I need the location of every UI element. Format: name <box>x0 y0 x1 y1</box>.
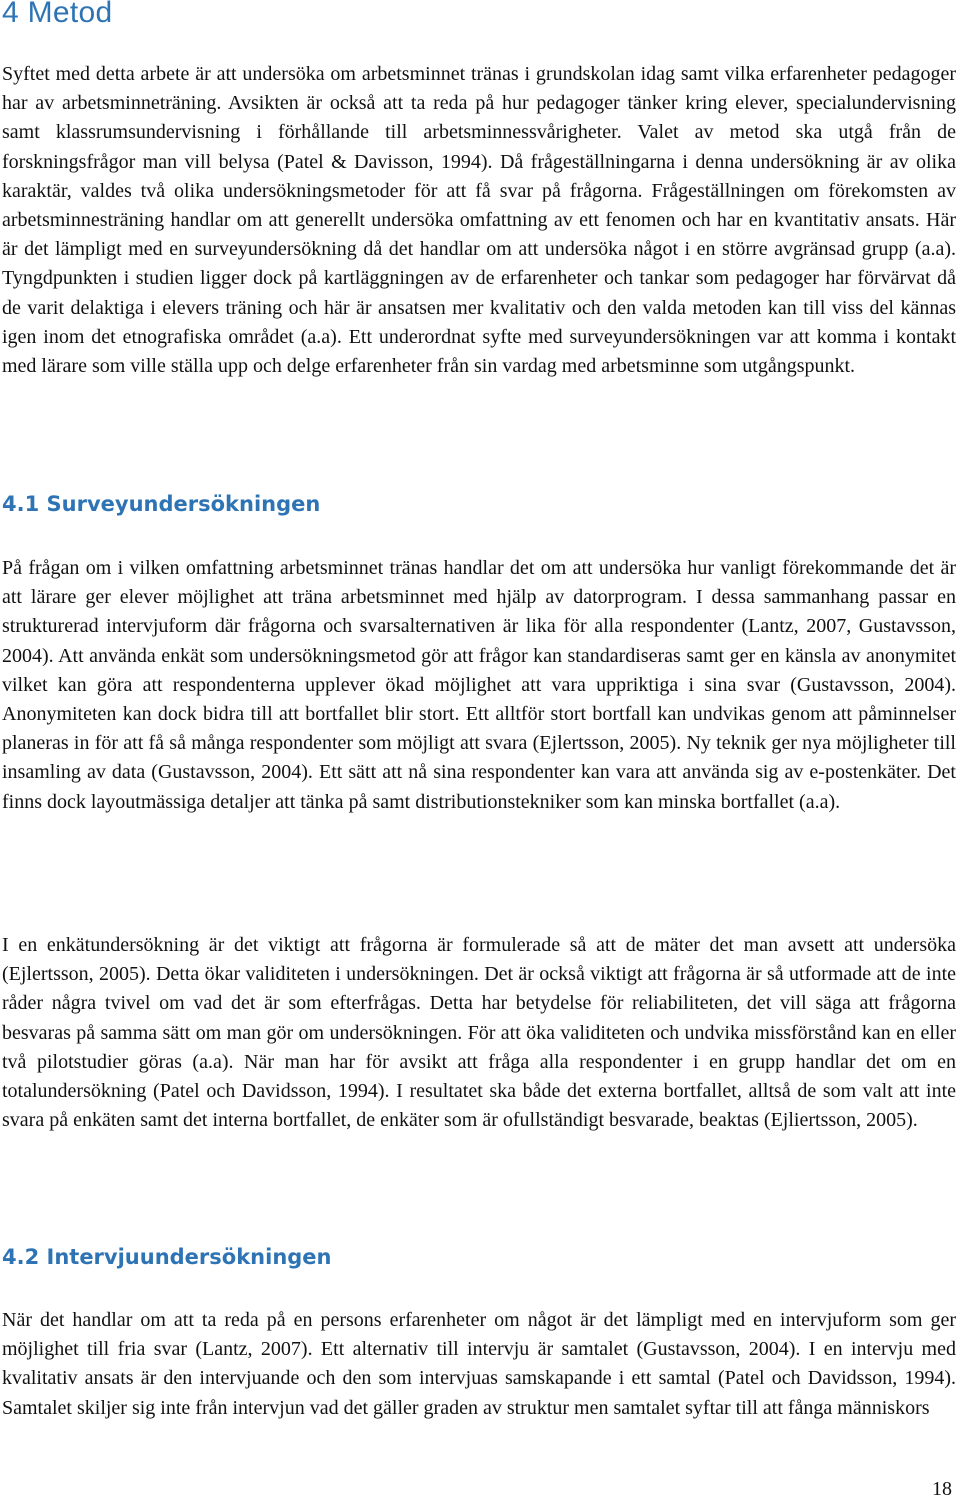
survey-paragraph-2: I en enkätundersökning är det viktigt att frågorna är formulerade så att de mäter det man avsett att undersöka (Ejlertsson, 2005). Detta ökar validiteten i undersökningen. Det är också viktigt att frågorna är så utformade att de inte råder några tvivel om vad det är som efterfrågas. Detta har betydelse för reliabiliteten, det vill säga att frågorna besvaras på samma sätt om man gör om undersökningen. För att öka validiteten och undvika missförstånd kan en eller två pilotstudier göras (a.a). När man har för avsikt att fråga alla respondenter i en grupp handlar det om en totalundersökning (Patel och Davidsson, 1994). I resultatet ska både det externa bortfallet, alltså de som valt att inte svara på enkäten samt det interna bortfallet, de enkäter som är ofullständigt besvarade, beaktas (Ejliertsson, 2005). <box>2 934 956 1132</box>
section-heading-interview: 4.2 Intervjuundersökningen <box>2 1245 332 1269</box>
survey-paragraph-1: På frågan om i vilken omfattning arbetsminnet tränas handlar det om att undersöka hur vanligt förekommande det är att lärare ger elever möjlighet att träna arbetsminnet med hjälp av datorprogram. I dessa sammanhang passar en strukturerad intervjuform där frågorna och svarsalternativen är lika för alla respondenter (Lantz, 2007, Gustavsson, 2004). Att använda enkät som undersökningsmetod gör att frågor kan standardiseras samt ger en känsla av anonymitet vilket kan göra att respondenterna upplever ökad möjlighet att vara uppriktiga i sina svar (Gustavsson, 2004). Anonymiteten kan dock bidra till att bortfallet blir stort. Ett alltför stort bortfall kan undvikas genom att påminnelser planeras in för att få så många respondenter som möjligt att svara (Ejlertsson, 2005). Ny teknik ger nya möjligheter till insamling av data (Gustavsson, 2004). Ett sätt att nå sina respondenter kan vara att använda sig av e-postenkäter. Det finns dock layoutmässiga detaljer att tänka på samt distributionstekniker som kan minska bortfallet (a.a). <box>2 557 956 813</box>
page-number: 18 <box>932 1478 952 1500</box>
chapter-heading: 4 Metod <box>2 0 113 29</box>
interview-paragraph-1: När det handlar om att ta reda på en persons erfarenheter om något är det lämpligt med en intervjuform som ger möjlighet till fria svar (Lantz, 2007). Ett alternativ till intervju är samtalet (Gustavsson, 2004). I en intervju med kvalitativ ansats är den intervjuande och den som intervjuas samskapande i ett samtal (Patel och Davidsson, 1994). Samtalet skiljer sig inte från intervjun vad det gäller graden av struktur men samtalet syftar till att fånga människors <box>2 1309 956 1419</box>
intro-paragraph: Syftet med detta arbete är att undersöka om arbetsminnet tränas i grundskolan idag samt vilka erfarenheter pedagoger har av arbetsminneträning. Avsikten är också att ta reda på hur pedagoger tänker kring elever, specialundervisning samt klassrumsundervisning i förhållande till arbetsminnessvårigheter. Valet av metod ska utgå från de forskningsfrågor man vill belysa (Patel & Davisson, 1994). Då frågeställningarna i denna undersökning är av olika karaktär, valdes två olika undersökningsmetoder för att få svar på frågorna. Frågeställningen om förekomsten av arbetsminnesträning handlar om att generellt undersöka omfattning av ett fenomen och har en kvantitativ ansats. Här är det lämpligt med en surveyundersökning då det handlar om att undersöka något i en större avgränsad grupp (a.a). Tyngdpunkten i studien ligger dock på kartläggningen av de erfarenheter och tankar som pedagoger har förvärvat då de varit delaktiga i elevers träning och här är ansatsen mer kvalitativ och den valda metoden kan till viss del kännas igen inom det etnografiska området (a.a). Ett underordnat syfte med surveyundersökningen var att komma i kontakt med lärare som ville ställa upp och delge erfarenheter från sin vardag med arbetsminne som utgångspunkt. <box>2 63 956 378</box>
section-heading-survey: 4.1 Surveyundersökningen <box>2 492 321 516</box>
